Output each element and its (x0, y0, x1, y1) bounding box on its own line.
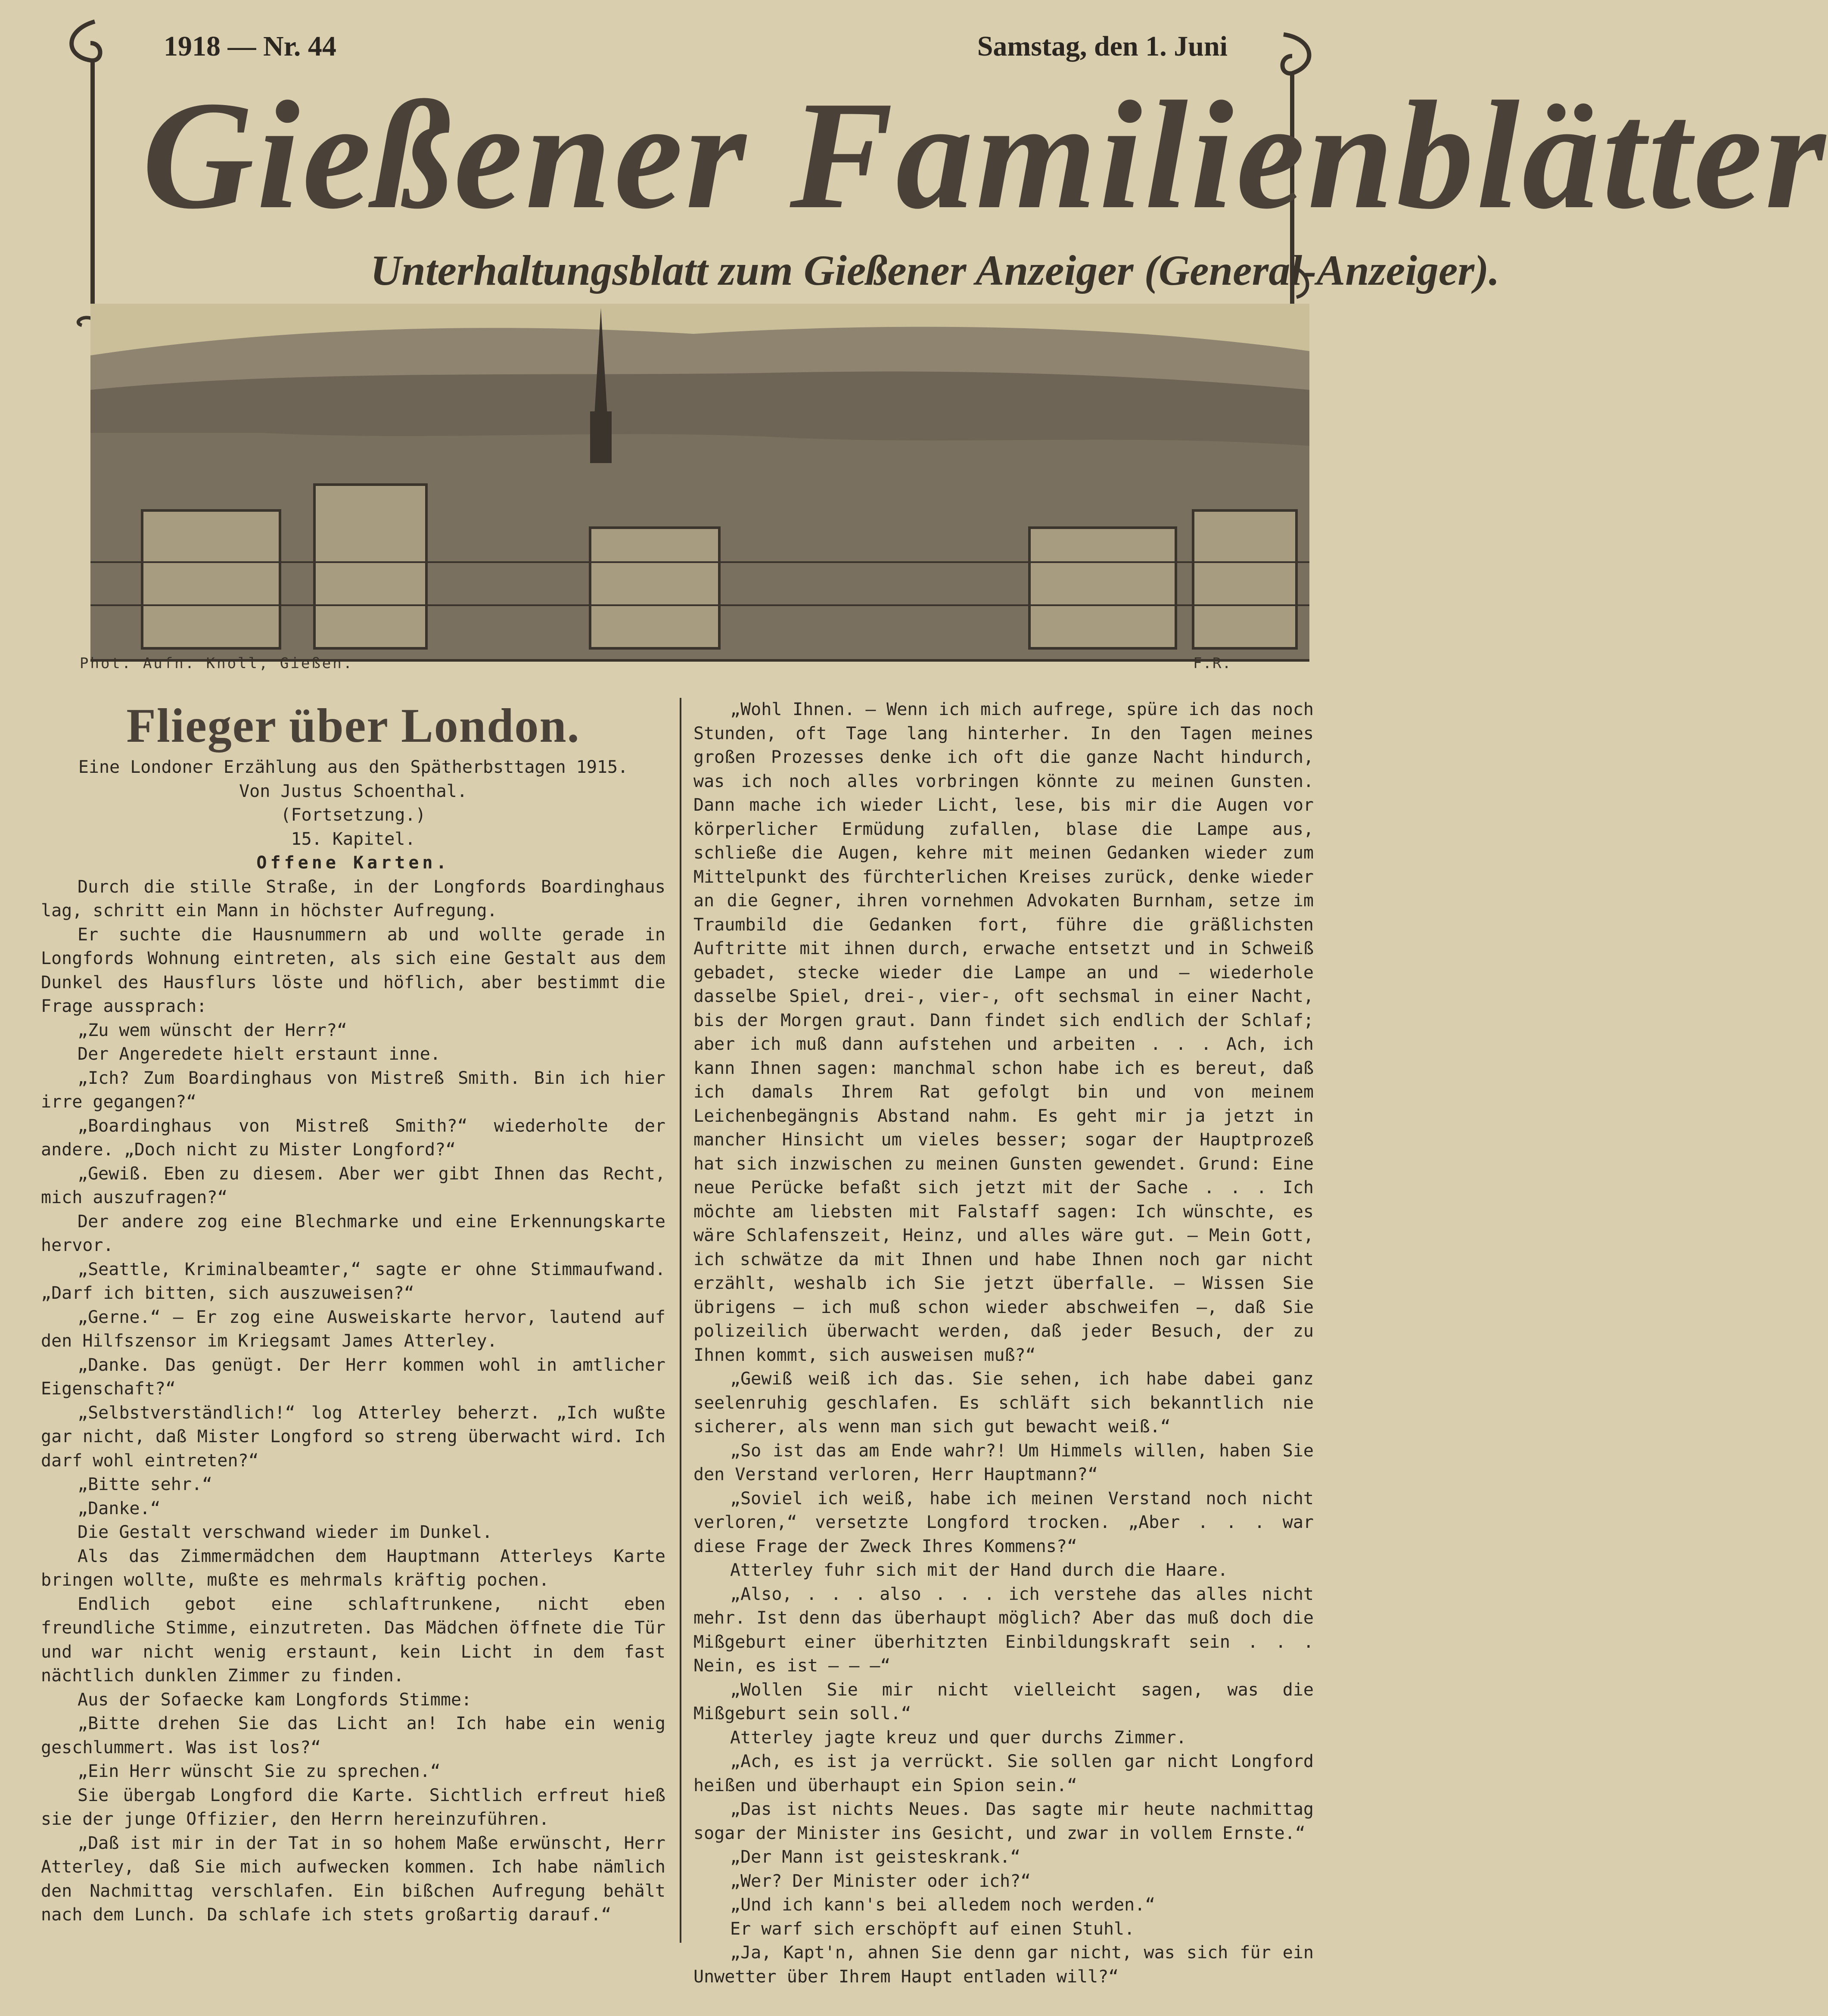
paragraph: „Ja, Kapt'n, ahnen Sie denn gar nicht, was sich für ein Unwetter über Ihrem Haupt entladen will?“ (693, 1943, 1314, 1987)
paragraph: „Wollen Sie mir nicht vielleicht sagen, was die Mißgeburt sein soll.“ (693, 1680, 1314, 1724)
article-continuation: (Fortsetzung.) (280, 805, 426, 825)
paragraph: „Und ich kann's bei alledem noch werden.“ (730, 1895, 1156, 1915)
paragraph: Atterley jagte kreuz und quer durchs Zimmer. (730, 1727, 1187, 1748)
paragraph: Als das Zimmermädchen dem Hauptmann Atterleys Karte bringen wollte, mußte es mehrmals kräftig pochen. (41, 1546, 665, 1590)
paragraph: „Zu wem wünscht der Herr?“ (78, 1020, 348, 1040)
paragraph: „Selbstverständlich!“ log Atterley beherzt. „Ich wußte gar nicht, daß Mister Longford so streng überwacht wird. Ich darf wohl eintreten?“ (41, 1403, 665, 1471)
paragraph: Durch die stille Straße, in der Longfords Boardinghaus lag, schritt ein Mann in höchster Aufregung. (41, 877, 665, 921)
section-heading: Offene Karten. (256, 853, 450, 873)
paragraph: „Das ist nichts Neues. Das sagte mir heute nachmittag sogar der Minister ins Gesicht, und zwar in vollem Ernste.“ (693, 1799, 1314, 1843)
paragraph: „Soviel ich weiß, habe ich meinen Verstand noch nicht verloren,“ versetzte Longford trocken. „Aber . . . war diese Frage der Zweck Ihres Kommens?“ (693, 1488, 1314, 1556)
paragraph: „Boardinghaus von Mistreß Smith?“ wiederholte der andere. „Doch nicht zu Mister Longford?“ (41, 1116, 665, 1160)
column-divider (680, 698, 681, 1943)
city-engraving (90, 304, 1309, 662)
paragraph: Endlich gebot eine schlaftrunkene, nicht eben freundliche Stimme, einzutreten. Das Mädchen öffnete die Tür und war nicht wenig erstaunt, kein Licht in dem fast nächtlich dunklen Zimmer zu finden. (41, 1594, 665, 1686)
paragraph: „Gerne.“ — Er zog eine Ausweiskarte hervor, lautend auf den Hilfszensor im Kriegsamt James Atterley. (41, 1307, 665, 1351)
paragraph: Atterley fuhr sich mit der Hand durch die Haare. (730, 1560, 1228, 1580)
paragraph: „Ach, es ist ja verrückt. Sie sollen gar nicht Longford heißen und überhaupt ein Spion sein.“ (693, 1752, 1314, 1795)
masthead (90, 65, 1828, 309)
masthead-subtitle: Unterhaltungsblatt zum Gießener Anzeiger (General-Anzeiger). (370, 246, 1500, 294)
paragraph: „Ein Herr wünscht Sie zu sprechen.“ (78, 1761, 441, 1781)
paragraph: Sie übergab Longford die Karte. Sichtlich erfreut hieß sie der junge Offizier, den Herrn hereinzuführen. (41, 1785, 665, 1829)
paragraph: Der Angeredete hielt erstaunt inne. (78, 1044, 441, 1064)
paragraph: Er warf sich erschöpft auf einen Stuhl. (730, 1919, 1135, 1939)
photo-credit: Phot. Aufn. Knoll, Gießen. (80, 655, 354, 672)
paragraph: „Danke. Das genügt. Der Herr kommen wohl in amtlicher Eigenschaft?“ (41, 1355, 665, 1399)
paragraph: „Bitte drehen Sie das Licht an! Ich habe ein wenig geschlummert. Was ist los?“ (41, 1714, 665, 1758)
paragraph: „Daß ist mir in der Tat in so hohem Maße erwünscht, Herr Atterley, daß Sie mich aufwecken kommen. Ich habe nämlich den Nachmittag verschlafen. Ein bißchen Aufregung behält nach dem Lunch. Da schlafe ich stets großartig darauf.“ (41, 1833, 665, 1925)
engraver-mark: F.R. (1193, 655, 1232, 672)
article-column-right (693, 698, 1314, 1989)
paragraph: „So ist das am Ende wahr?! Um Himmels willen, haben Sie den Verstand verloren, Herr Hauptmann?“ (693, 1440, 1314, 1484)
paragraph: „Danke.“ (78, 1498, 161, 1518)
paragraph: „Gewiß weiß ich das. Sie sehen, ich habe dabei ganz seelenruhig geschlafen. Es schläft sich bekanntlich nie sicherer, als wenn man sich gut bewacht weiß.“ (693, 1369, 1314, 1437)
paragraph: Der andere zog eine Blechmarke und eine Erkennungskarte hervor. (41, 1211, 665, 1255)
paragraph: „Bitte sehr.“ (78, 1475, 213, 1494)
paragraph: Die Gestalt verschwand wieder im Dunkel. (78, 1522, 493, 1542)
paragraph: „Wer? Der Minister oder ich?“ (730, 1871, 1031, 1891)
paragraph: Aus der Sofaecke kam Longfords Stimme: (78, 1689, 472, 1710)
article-lede: Eine Londoner Erzählung aus den Spätherbsttagen 1915. (78, 757, 628, 777)
article-author: Von Justus Schoenthal. (239, 781, 467, 801)
chapter-heading: 15. Kapitel. (291, 829, 416, 849)
issue-number: 1918 — Nr. 44 (164, 31, 336, 62)
paragraph: „Seattle, Kriminalbeamter,“ sagte er ohne Stimmaufwand. „Darf ich bitten, sich auszuweisen?“ (41, 1259, 665, 1303)
paragraph: „Wohl Ihnen. — Wenn ich mich aufrege, spüre ich das noch Stunden, oft Tage lang hinterher. In den Tagen meines großen Prozesses denke ich oft die ganze Nacht hindurch, was ich noch alles vorbringen könnte zu meinen Gunsten. Dann mache ich wieder Licht, lese, bis mir die Augen vor körperlicher Ermüdung zufallen, blase die Lampe aus, schließe die Augen, kehre mit meinen Gedanken wieder zum Mittelpunkt des fürchterlichen Kreises zurück, denke wieder an die Gegner, ihren vornehmen Advokaten Burnham, setze im Traumbild die Gedanken fort, führe die gräßlichsten Auftritte mit ihnen durch, erwache entsetzt und in Schweiß gebadet, stecke wieder die Lampe an und — wiederhole dasselbe Spiel, drei-, vier-, oft sechsmal in einer Nacht, bis der Morgen graut. Dann findet sich endlich der Schlaf; aber ich muß dann aufstehen und arbeiten . . . Ach, ich kann Ihnen sagen: manchmal schon habe ich es bereut, daß ich damals Ihrem Rat gefolgt bin und von meinem Leichenbegängnis Abstand nahm. Es geht mir ja jetzt in mancher Hinsicht um vieles besser; sogar der Hauptprozeß hat sich inzwischen zu meinen Gunsten gewendet. Grund: Eine neue Perücke befaßt sich jetzt mit der Sache . . . Ich möchte am liebsten mit Falstaff sagen: Ich wünschte, es wäre Schlafenszeit, Heinz, und alles wäre gut. — Mein Gott, ich schwätze da mit Ihnen und habe Ihnen noch gar nicht erzählt, weshalb ich Sie jetzt überfalle. — Wissen Sie übrigens — ich muß schon wieder abschweifen —, daß Sie polizeilich überwacht werden, daß jeder Besuch, der zu Ihnen kommt, sich ausweisen muß?“ (693, 700, 1314, 1365)
article-column-left (41, 698, 665, 1927)
paragraph: „Also, . . . also . . . ich verstehe das alles nicht mehr. Ist denn das überhaupt möglich? Aber das muß doch die Mißgeburt einer überhitzten Einbildungskraft sein . . . Nein, es ist — — —“ (693, 1584, 1314, 1676)
article-headline: Flieger über London. (126, 699, 580, 753)
paragraph: „Der Mann ist geisteskrank.“ (730, 1847, 1021, 1867)
issue-date: Samstag, den 1. Juni (977, 31, 1228, 62)
paragraph: „Gewiß. Eben zu diesem. Aber wer gibt Ihnen das Recht, mich auszufragen?“ (41, 1164, 665, 1207)
paragraph: Er suchte die Hausnummern ab und wollte gerade in Longfords Wohnung eintreten, als sich eine Gestalt aus dem Dunkel des Hausflurs löste und höflich, aber bestimmt die Frage aussprach: (41, 924, 665, 1016)
masthead-title: Gießener Familienblätter (142, 69, 1828, 241)
paragraph: „Ich? Zum Boardinghaus von Mistreß Smith. Bin ich hier irre gegangen?“ (41, 1068, 665, 1112)
